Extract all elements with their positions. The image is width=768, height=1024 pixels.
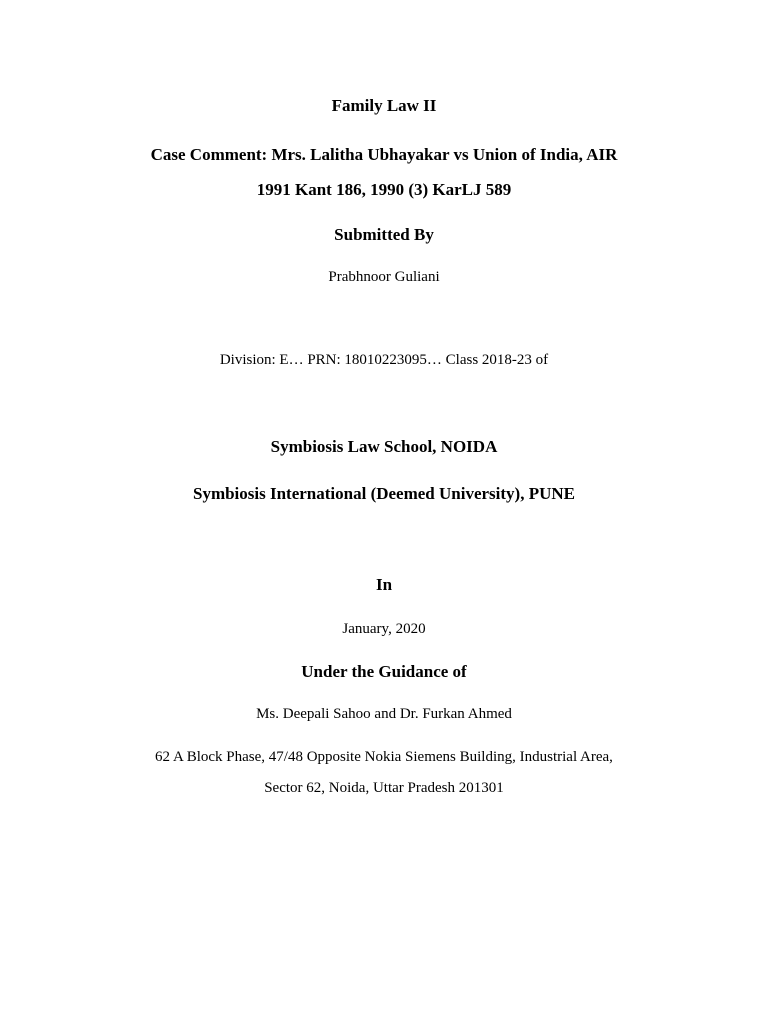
- division-prn-line: Division: E… PRN: 18010223095… Class 2018-23 of: [219, 352, 549, 368]
- school-name: Symbiosis Law School, NOIDA: [270, 437, 498, 456]
- case-comment-heading-line-1: Case Comment: Mrs. Lalitha Ubhayakar vs Union of India, AIR: [150, 145, 618, 164]
- address-line-2: Sector 62, Noida, Uttar Pradesh 201301: [264, 780, 504, 796]
- student-name: Prabhnoor Guliani: [328, 269, 440, 285]
- guide-names: Ms. Deepali Sahoo and Dr. Furkan Ahmed: [256, 706, 512, 722]
- university-name: Symbiosis International (Deemed University), PUNE: [192, 484, 575, 503]
- guidance-label: Under the Guidance of: [301, 662, 467, 681]
- document-title: Family Law II: [331, 96, 437, 115]
- address-line-1: 62 A Block Phase, 47/48 Opposite Nokia Siemens Building, Industrial Area,: [155, 749, 613, 765]
- submitted-by-label: Submitted By: [334, 225, 434, 244]
- in-label: In: [375, 575, 393, 594]
- case-comment-heading-line-2: 1991 Kant 186, 1990 (3) KarLJ 589: [256, 180, 512, 199]
- submission-date: January, 2020: [342, 621, 426, 637]
